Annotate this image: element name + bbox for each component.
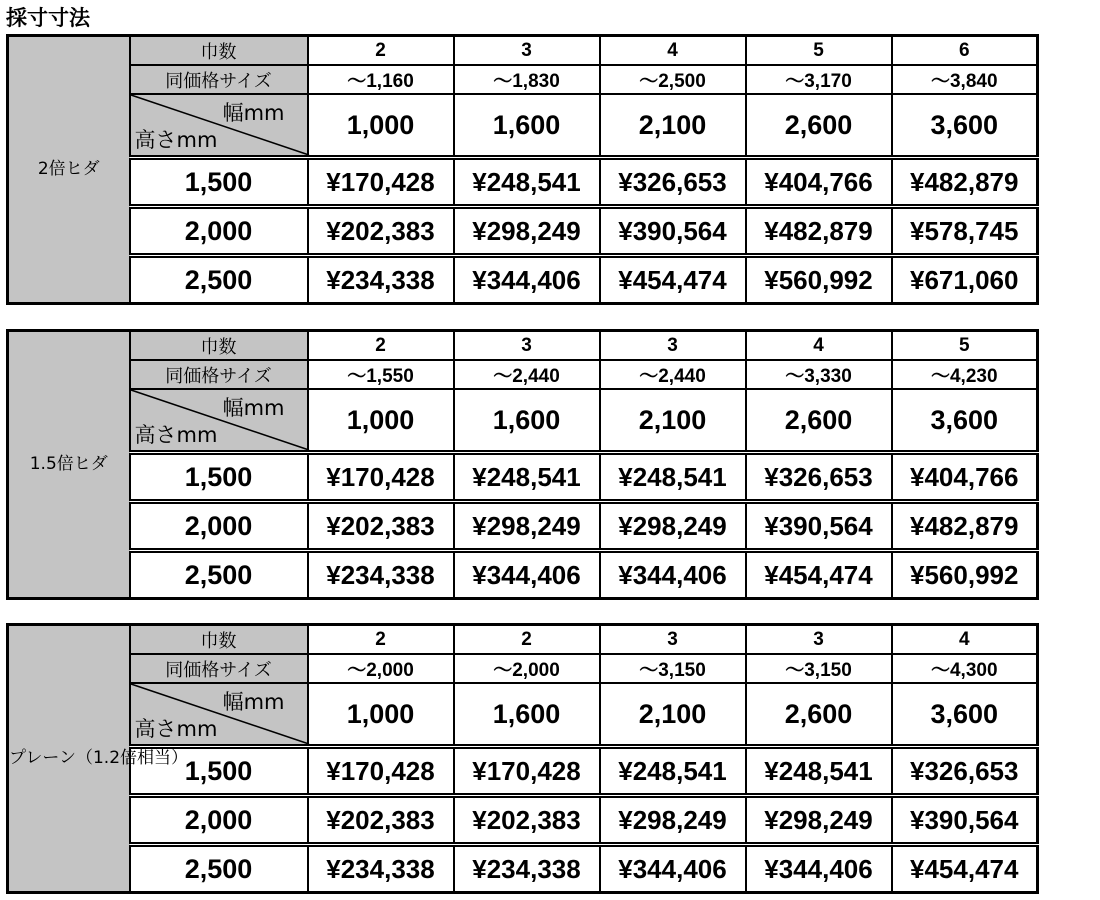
panel-count: 2 <box>308 625 454 655</box>
price-cell: ¥298,249 <box>454 502 600 551</box>
panel-count: 3 <box>600 331 746 361</box>
price-row <box>8 845 1038 893</box>
panel-count: 3 <box>454 36 600 66</box>
panel-count: 4 <box>892 625 1038 655</box>
panel-count: 4 <box>600 36 746 66</box>
price-cell: ¥390,564 <box>746 502 892 551</box>
same-price-size: ～2,440 <box>600 360 746 389</box>
curtain-type-label: 2倍ヒダ <box>8 36 130 304</box>
price-cell: ¥234,338 <box>308 551 454 599</box>
page-title: 採寸寸法 <box>6 6 90 30</box>
width-value: 2,100 <box>600 683 746 747</box>
same-price-size: ～1,550 <box>308 360 454 389</box>
panel-count: 2 <box>308 331 454 361</box>
panel-count: 2 <box>308 36 454 66</box>
same-price-size: ～2,500 <box>600 65 746 94</box>
height-unit-label: 高さmm <box>134 717 218 741</box>
price-cell: ¥454,474 <box>600 256 746 304</box>
width-height-corner <box>130 389 308 453</box>
same-price-size: ～4,230 <box>892 360 1038 389</box>
price-cell: ¥344,406 <box>600 845 746 893</box>
price-cell: ¥170,428 <box>308 453 454 502</box>
price-cell: ¥298,249 <box>454 207 600 256</box>
height-value: 2,000 <box>130 207 308 256</box>
price-cell: ¥170,428 <box>454 747 600 796</box>
height-unit-label: 高さmm <box>134 423 218 447</box>
width-value: 2,100 <box>600 389 746 453</box>
panels-row <box>8 331 1038 361</box>
height-value: 2,000 <box>130 796 308 845</box>
price-cell: ¥390,564 <box>892 796 1038 845</box>
width-value: 2,600 <box>746 94 892 158</box>
price-cell: ¥202,383 <box>308 796 454 845</box>
width-header-row <box>8 683 1038 747</box>
panels-label: 巾数 <box>130 36 308 66</box>
price-cell: ¥404,766 <box>746 158 892 207</box>
width-height-corner <box>130 94 308 158</box>
same-price-size: ～3,170 <box>746 65 892 94</box>
panel-count: 3 <box>746 625 892 655</box>
price-cell: ¥671,060 <box>892 256 1038 304</box>
price-cell: ¥248,541 <box>600 747 746 796</box>
price-cell: ¥298,249 <box>600 502 746 551</box>
panel-count: 5 <box>892 331 1038 361</box>
price-cell: ¥390,564 <box>600 207 746 256</box>
width-value: 2,600 <box>746 683 892 747</box>
panel-count: 3 <box>600 625 746 655</box>
same-price-size-row <box>8 654 1038 683</box>
price-cell: ¥344,406 <box>600 551 746 599</box>
price-row <box>8 256 1038 304</box>
height-value: 2,000 <box>130 502 308 551</box>
price-cell: ¥248,541 <box>600 453 746 502</box>
price-cell: ¥344,406 <box>746 845 892 893</box>
same-price-size-label: 同価格サイズ <box>130 360 308 389</box>
price-row <box>8 158 1038 207</box>
price-cell: ¥234,338 <box>308 256 454 304</box>
same-price-size: ～2,000 <box>454 654 600 683</box>
price-cell: ¥248,541 <box>454 158 600 207</box>
same-price-size: ～2,000 <box>308 654 454 683</box>
width-header-row <box>8 94 1038 158</box>
height-value: 2,500 <box>130 551 308 599</box>
price-cell: ¥344,406 <box>454 256 600 304</box>
panel-count: 2 <box>454 625 600 655</box>
price-cell: ¥326,653 <box>600 158 746 207</box>
same-price-size: ～1,830 <box>454 65 600 94</box>
price-cell: ¥454,474 <box>746 551 892 599</box>
price-cell: ¥326,653 <box>746 453 892 502</box>
height-unit-label: 高さmm <box>134 128 218 152</box>
panel-count: 5 <box>746 36 892 66</box>
width-value: 1,000 <box>308 683 454 747</box>
width-value: 1,600 <box>454 94 600 158</box>
width-value: 3,600 <box>892 683 1038 747</box>
price-cell: ¥344,406 <box>454 551 600 599</box>
same-price-size-row <box>8 65 1038 94</box>
panel-count: 6 <box>892 36 1038 66</box>
price-table <box>6 34 1039 305</box>
price-row <box>8 207 1038 256</box>
price-cell: ¥578,745 <box>892 207 1038 256</box>
price-cell: ¥298,249 <box>746 796 892 845</box>
width-value: 3,600 <box>892 389 1038 453</box>
curtain-type-label: 1.5倍ヒダ <box>8 331 130 599</box>
panel-count: 4 <box>746 331 892 361</box>
width-header-row <box>8 389 1038 453</box>
price-row <box>8 796 1038 845</box>
price-cell: ¥248,541 <box>454 453 600 502</box>
width-value: 2,100 <box>600 94 746 158</box>
width-value: 2,600 <box>746 389 892 453</box>
price-cell: ¥560,992 <box>746 256 892 304</box>
price-cell: ¥234,338 <box>454 845 600 893</box>
price-cell: ¥404,766 <box>892 453 1038 502</box>
curtain-type-label: プレーン（1.2倍相当） <box>8 625 130 893</box>
width-unit-label: 幅mm <box>222 396 285 420</box>
same-price-size: ～1,160 <box>308 65 454 94</box>
same-price-size-label: 同価格サイズ <box>130 654 308 683</box>
height-value: 1,500 <box>130 747 308 796</box>
price-cell: ¥202,383 <box>454 796 600 845</box>
same-price-size: ～3,840 <box>892 65 1038 94</box>
same-price-size: ～3,150 <box>746 654 892 683</box>
price-cell: ¥482,879 <box>746 207 892 256</box>
price-table <box>6 329 1039 600</box>
price-cell: ¥560,992 <box>892 551 1038 599</box>
price-cell: ¥234,338 <box>308 845 454 893</box>
height-value: 2,500 <box>130 256 308 304</box>
price-cell: ¥202,383 <box>308 207 454 256</box>
price-cell: ¥326,653 <box>892 747 1038 796</box>
width-value: 1,600 <box>454 683 600 747</box>
price-cell: ¥202,383 <box>308 502 454 551</box>
panels-row <box>8 36 1038 66</box>
panels-row <box>8 625 1038 655</box>
width-value: 1,000 <box>308 94 454 158</box>
width-unit-label: 幅mm <box>222 101 285 125</box>
width-value: 1,000 <box>308 389 454 453</box>
panel-count: 3 <box>454 331 600 361</box>
width-value: 1,600 <box>454 389 600 453</box>
same-price-size-label: 同価格サイズ <box>130 65 308 94</box>
panels-label: 巾数 <box>130 331 308 361</box>
same-price-size: ～2,440 <box>454 360 600 389</box>
price-row <box>8 551 1038 599</box>
price-cell: ¥482,879 <box>892 502 1038 551</box>
price-cell: ¥170,428 <box>308 158 454 207</box>
width-value: 3,600 <box>892 94 1038 158</box>
width-height-corner <box>130 683 308 747</box>
same-price-size: ～4,300 <box>892 654 1038 683</box>
panels-label: 巾数 <box>130 625 308 655</box>
height-value: 1,500 <box>130 453 308 502</box>
price-cell: ¥454,474 <box>892 845 1038 893</box>
width-unit-label: 幅mm <box>222 690 285 714</box>
price-cell: ¥248,541 <box>746 747 892 796</box>
height-value: 1,500 <box>130 158 308 207</box>
price-table <box>6 623 1039 894</box>
height-value: 2,500 <box>130 845 308 893</box>
same-price-size: ～3,330 <box>746 360 892 389</box>
same-price-size-row <box>8 360 1038 389</box>
price-row <box>8 502 1038 551</box>
price-cell: ¥298,249 <box>600 796 746 845</box>
price-cell: ¥170,428 <box>308 747 454 796</box>
price-cell: ¥482,879 <box>892 158 1038 207</box>
price-row <box>8 453 1038 502</box>
same-price-size: ～3,150 <box>600 654 746 683</box>
